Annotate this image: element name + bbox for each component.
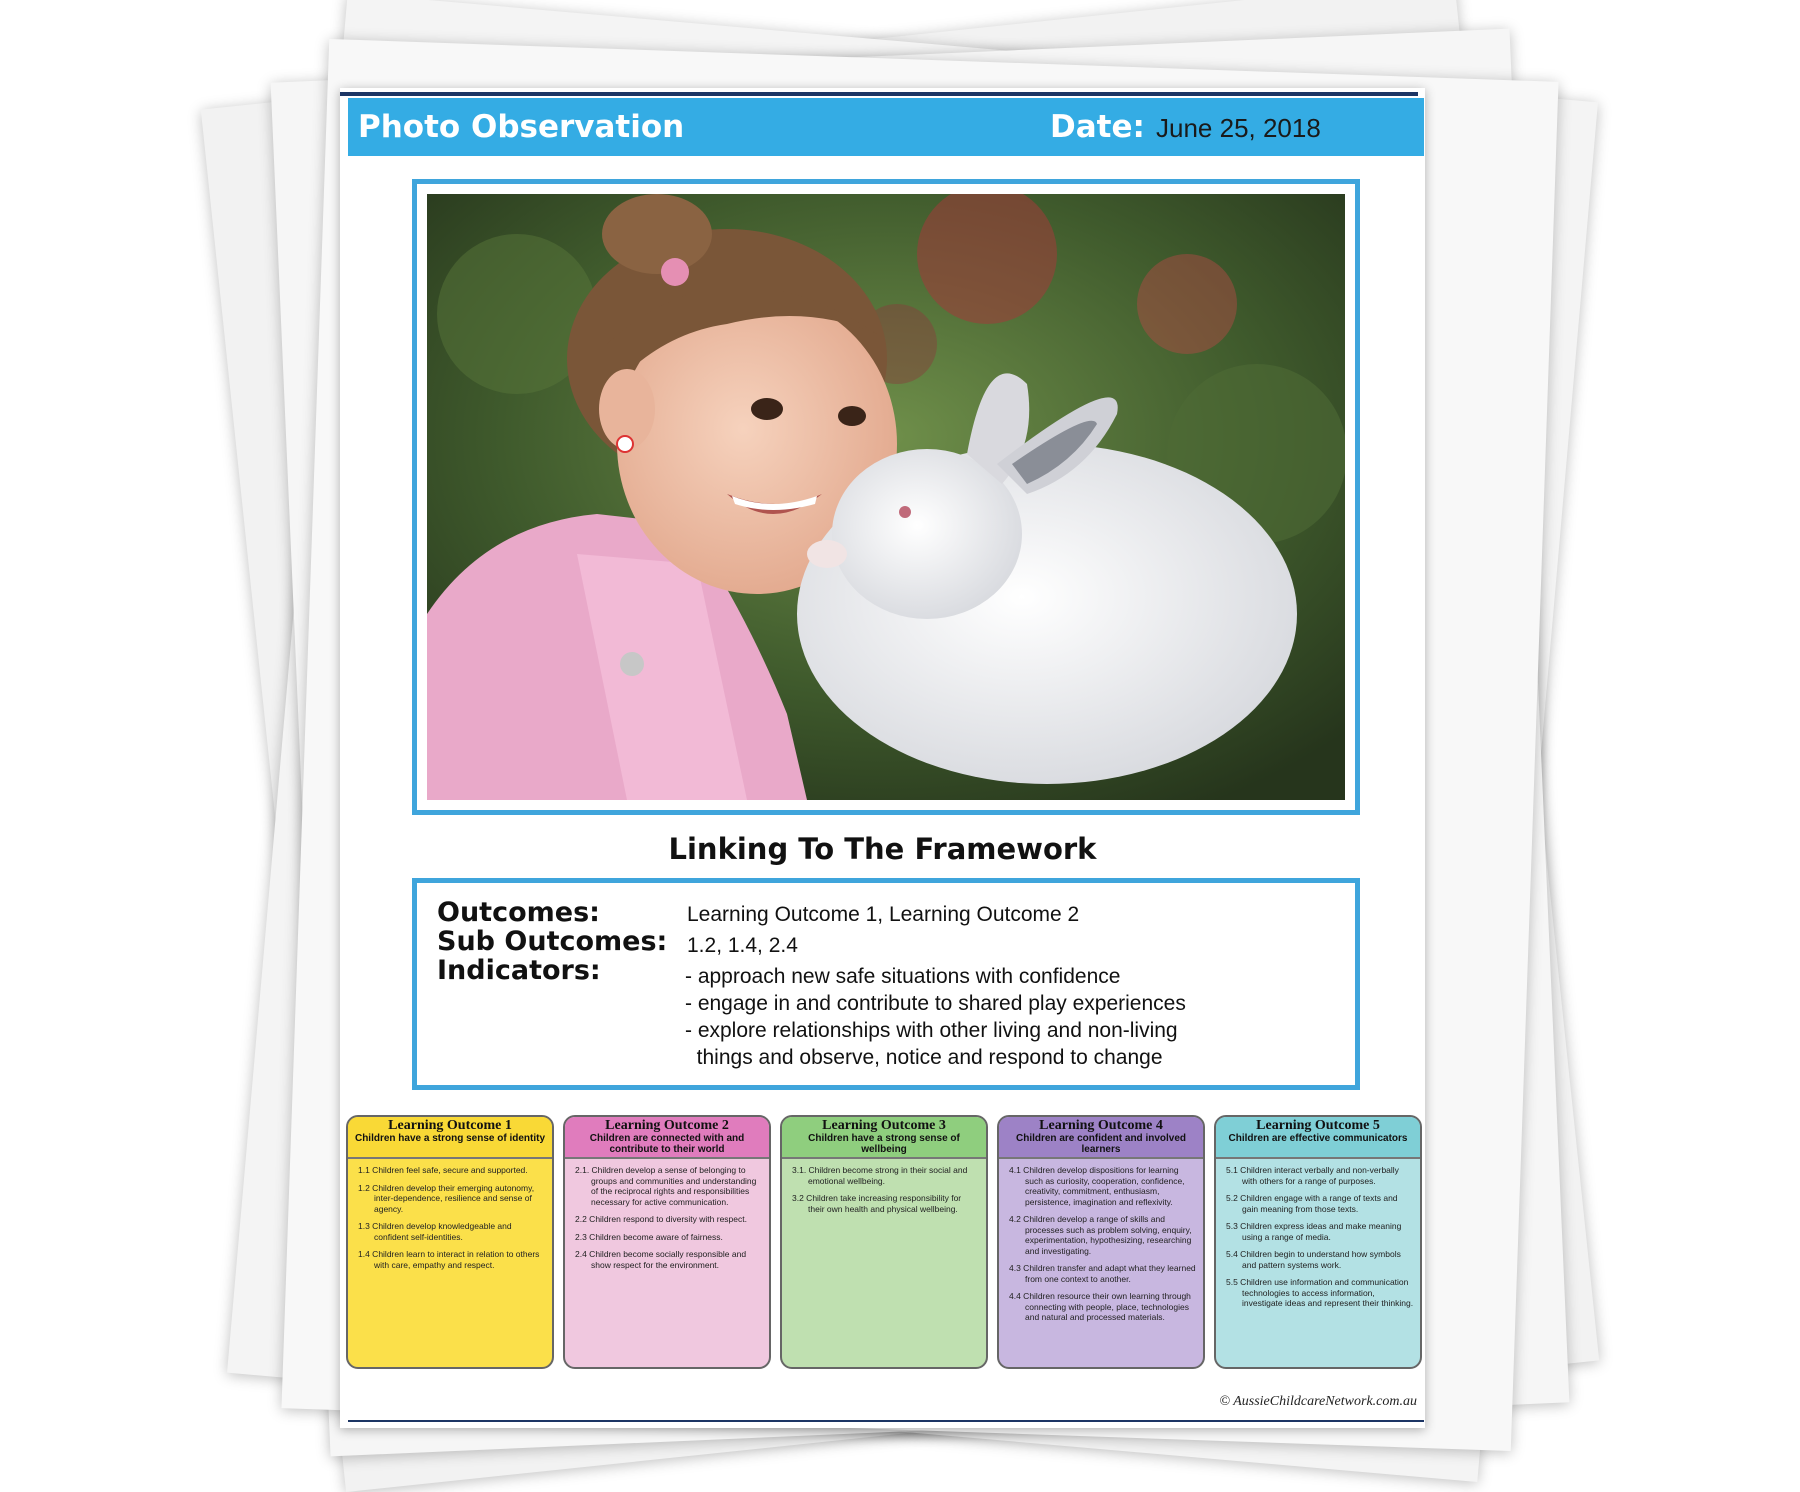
sub-outcome-item: 2.3 Children become aware of fairness. <box>575 1231 723 1242</box>
sub-outcome-item: 1.3 Children develop knowledgeable and confident self-identities. <box>358 1221 512 1242</box>
sub-outcome-item: 1.1 Children feel safe, secure and supported. <box>358 1165 528 1175</box>
learning-outcome-title: Learning Outcome 3 <box>822 1118 946 1133</box>
learning-outcome-body <box>348 1159 552 1270</box>
outcomes-label: Outcomes: <box>437 897 600 928</box>
sub-outcomes-value: 1.2, 1.4, 2.4 <box>687 934 798 957</box>
learning-outcome-subtitle: Children have a strong sense of identity <box>354 1133 546 1144</box>
learning-outcomes-row <box>346 1115 1424 1377</box>
sub-outcome-item: 4.1 Children develop dispositions for learning such as curiosity, cooperation, confidence, creativity, commitment, enthusiasm, persistence, imagination and reflexivity. <box>1009 1165 1185 1207</box>
sub-outcome-item: 4.3 Children transfer and adapt what they learned from one context to another. <box>1009 1263 1196 1284</box>
learning-outcome-body <box>999 1159 1203 1323</box>
date-label: Date: <box>1050 109 1145 145</box>
indicators-label: Indicators: <box>437 955 601 986</box>
observation-page <box>340 88 1425 1428</box>
sub-outcome-item: 5.5 Children use information and communication technologies to access information, investigate ideas and represent their thinking. <box>1226 1277 1414 1308</box>
photo-frame <box>412 179 1360 815</box>
indicator-line: - engage in and contribute to shared play experiences <box>685 992 1186 1015</box>
indicator-line: things and observe, notice and respond to change <box>685 1046 1163 1069</box>
bottom-rule <box>348 1420 1424 1422</box>
learning-outcome-card-5 <box>1214 1115 1422 1369</box>
indicator-line: - approach new safe situations with confidence <box>685 965 1121 988</box>
sub-outcome-item: 5.1 Children interact verbally and non-verbally with others for a range of purposes. <box>1226 1165 1399 1186</box>
learning-outcome-subtitle: Children are connected with and contribute to their world <box>589 1133 745 1155</box>
sub-outcome-item: 2.2 Children respond to diversity with respect. <box>575 1214 747 1224</box>
learning-outcome-subtitle: Children have a strong sense of wellbeing <box>808 1133 960 1155</box>
learning-outcome-body <box>1216 1159 1420 1309</box>
learning-outcome-header <box>565 1117 769 1159</box>
framework-box <box>412 878 1360 1090</box>
sub-outcome-item: 3.1. Children become strong in their social and emotional wellbeing. <box>792 1165 968 1186</box>
sub-outcome-item: 1.2 Children develop their emerging autonomy, inter-dependence, resilience and sense of agency. <box>358 1182 535 1214</box>
sub-outcome-item: 5.2 Children engage with a range of texts and gain meaning from those texts. <box>1226 1193 1398 1214</box>
outcomes-value: Learning Outcome 1, Learning Outcome 2 <box>687 903 1080 926</box>
learning-outcome-header <box>348 1117 552 1159</box>
learning-outcome-title: Learning Outcome 5 <box>1256 1118 1380 1133</box>
sub-outcome-item: 4.4 Children resource their own learning through connecting with people, place, technologies and natural and processed materials. <box>1009 1291 1191 1322</box>
sub-outcome-item: 2.4 Children become socially responsible and show respect for the environment. <box>575 1249 747 1270</box>
learning-outcome-header <box>1216 1117 1420 1159</box>
copyright-text: © AussieChildcareNetwork.com.au <box>1219 1394 1417 1409</box>
section-title: Linking To The Framework <box>668 832 1097 866</box>
sub-outcome-item: 5.4 Children begin to understand how symbols and pattern systems work. <box>1226 1249 1401 1270</box>
learning-outcome-card-2 <box>563 1115 771 1369</box>
header-bar <box>348 98 1424 156</box>
learning-outcome-subtitle: Children are effective communicators <box>1228 1133 1408 1144</box>
sub-outcome-item: 2.1. Children develop a sense of belonging to groups and communities and understanding of the reciprocal rights and responsibilities necessary for active communication. <box>575 1165 757 1207</box>
sub-outcome-item: 5.3 Children express ideas and make meaning using a range of media. <box>1226 1221 1402 1242</box>
page-title: Photo Observation <box>358 109 685 145</box>
learning-outcome-card-3 <box>780 1115 988 1369</box>
learning-outcome-subtitle: Children are confident and involved learners <box>1015 1133 1187 1155</box>
top-rule <box>340 92 1418 96</box>
learning-outcome-card-1 <box>346 1115 554 1369</box>
learning-outcome-title: Learning Outcome 2 <box>605 1118 729 1133</box>
date-value: June 25, 2018 <box>1156 113 1321 143</box>
sub-outcome-item: 1.4 Children learn to interact in relation to others with care, empathy and respect. <box>358 1249 540 1270</box>
learning-outcome-body <box>782 1159 986 1214</box>
learning-outcome-body <box>565 1159 769 1270</box>
sub-outcome-item: 3.2 Children take increasing responsibility for their own health and physical wellbeing. <box>792 1193 962 1214</box>
learning-outcome-header <box>999 1117 1203 1159</box>
learning-outcome-header <box>782 1117 986 1159</box>
sub-outcomes-label: Sub Outcomes: <box>437 926 668 957</box>
observation-photo <box>427 194 1345 800</box>
indicator-line: - explore relationships with other living and non-living <box>685 1019 1178 1042</box>
learning-outcome-title: Learning Outcome 1 <box>388 1118 512 1133</box>
learning-outcome-card-4 <box>997 1115 1205 1369</box>
learning-outcome-title: Learning Outcome 4 <box>1039 1118 1163 1133</box>
sub-outcome-item: 4.2 Children develop a range of skills and processes such as problem solving, enquiry, experimentation, hypothesizing, researching and investigating. <box>1009 1214 1192 1256</box>
